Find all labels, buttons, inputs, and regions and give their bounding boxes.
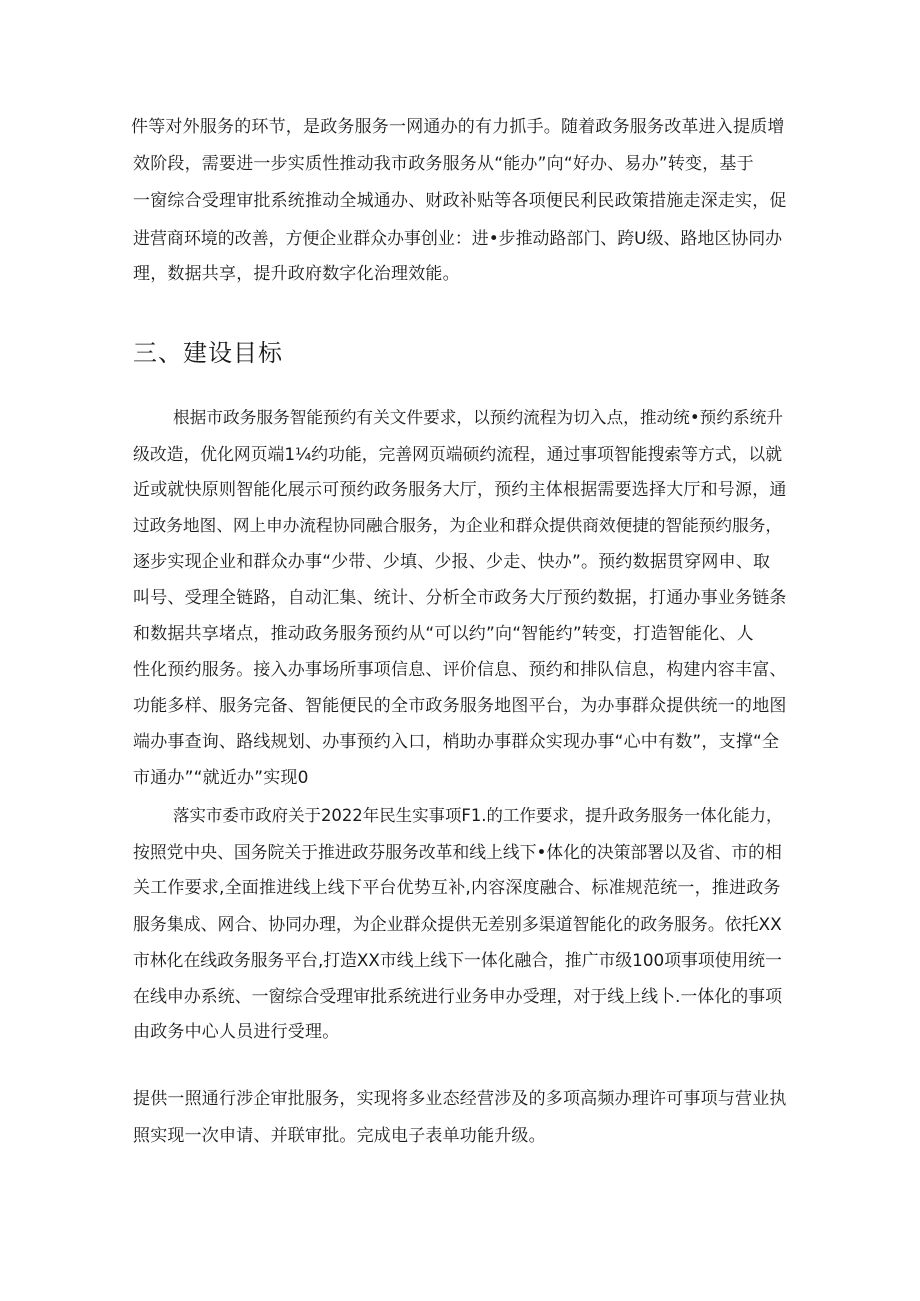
text-line: 进营商环境的改善，方便企业群众办事创业：进•步推动路部门、跨U级、路地区协同办 <box>133 228 783 248</box>
text-line: 过政务地图、网上申办流程协同融合服务，为企业和群众提供商效便捷的智能预约服务， <box>133 516 782 535</box>
text-line: 逐步实现企业和群众办事“少带、少填、少报、少走、快办”。预约数据贯穿网申、取 <box>133 552 771 572</box>
text-line: 叫号、受理全链路，自动汇集、统计、分析全市政务大厅预约数据，打通办事业务链条 <box>133 588 787 608</box>
text-line: 市通办”“就近办”实现0 <box>133 768 309 788</box>
text-line: 由政务中心人员进行受理。 <box>133 1022 340 1042</box>
text-line: 一窗综合受理审批系统推动全城通办、财政补贴等各项便民利民政策措施走深走实，促 <box>133 191 787 211</box>
text-line: 性化预约服务。接入办事场所事项信息、评价信息、预约和排队信息，构建内容丰富、 <box>133 660 787 680</box>
text-line: 关工作要求,全面推进线上线下平台优势互补,内容深度融合、标准规范统一，推进政务 <box>133 878 781 898</box>
text-line: 功能多样、服务完备、智能便民的全市政务服务地图平台，为办事群众提供统一的地图 <box>133 696 787 716</box>
text-line: 照实现一次申请、并联审批。完成电子表单功能升级。 <box>133 1126 546 1146</box>
text-line: 端办事查询、路线规划、办事预约入口，梢助办事群众实现办事“心中有数”，支撑“全 <box>133 732 780 752</box>
text-line: 市林化在线政务服务平台,打造XX市线上线下一体化融合，推广市级100项事项使用统一 <box>133 950 782 970</box>
text-line: 服务集成、网合、协同办理，为企业群众提供无差别多渠道智能化的政务服务。依托XX <box>133 914 782 934</box>
text-line: 落实市委市政府关于2022年民生实事项F1.的工作要求，提升政务服务一体化能力， <box>173 806 783 825</box>
text-line: 和数据共享堵点，推动政务服务预约从“可以约”向“智能约”转变，打造智能化、人 <box>133 624 754 644</box>
text-line: 根据市政务服务智能预约有关文件要求，以预约流程为切入点，推动统•预约系统升 <box>173 408 784 427</box>
text-line: 提供一照通行涉企审批服务，实现将多业态经营涉及的多项高频办理许可事项与营业执 <box>133 1089 787 1109</box>
text-line: 级改造，优化网页端1¼约功能，完善网页端硕约流程，通过事项智能搜索等方式，以就 <box>133 444 783 464</box>
text-line: 件等对外服务的环节，是政务服务一网通办的有力抓手。随着政务服务改革进入提质增 <box>131 117 785 137</box>
text-line: 近或就快原则智能化展示可预约政务服务大厅，预约主体根据需要选择大厅和号源，通 <box>133 480 787 500</box>
text-line: 按照党中央、国务院关于推进政芬服务改革和线上线下•体化的决策部署以及省、市的相 <box>133 842 782 862</box>
text-line: 理，数据共享，提升政府数字化治理效能。 <box>133 264 460 284</box>
section-heading: 三、建设目标 <box>133 339 283 367</box>
text-line: 效阶段，需要进一步实质性推动我市政务服务从“能办”向“好办、易办”转变，基于 <box>133 154 754 174</box>
text-line: 在线申办系统、一窗综合受理审批系统进行业务申办受理，对于线上线卜.一体化的事项 <box>133 986 783 1006</box>
